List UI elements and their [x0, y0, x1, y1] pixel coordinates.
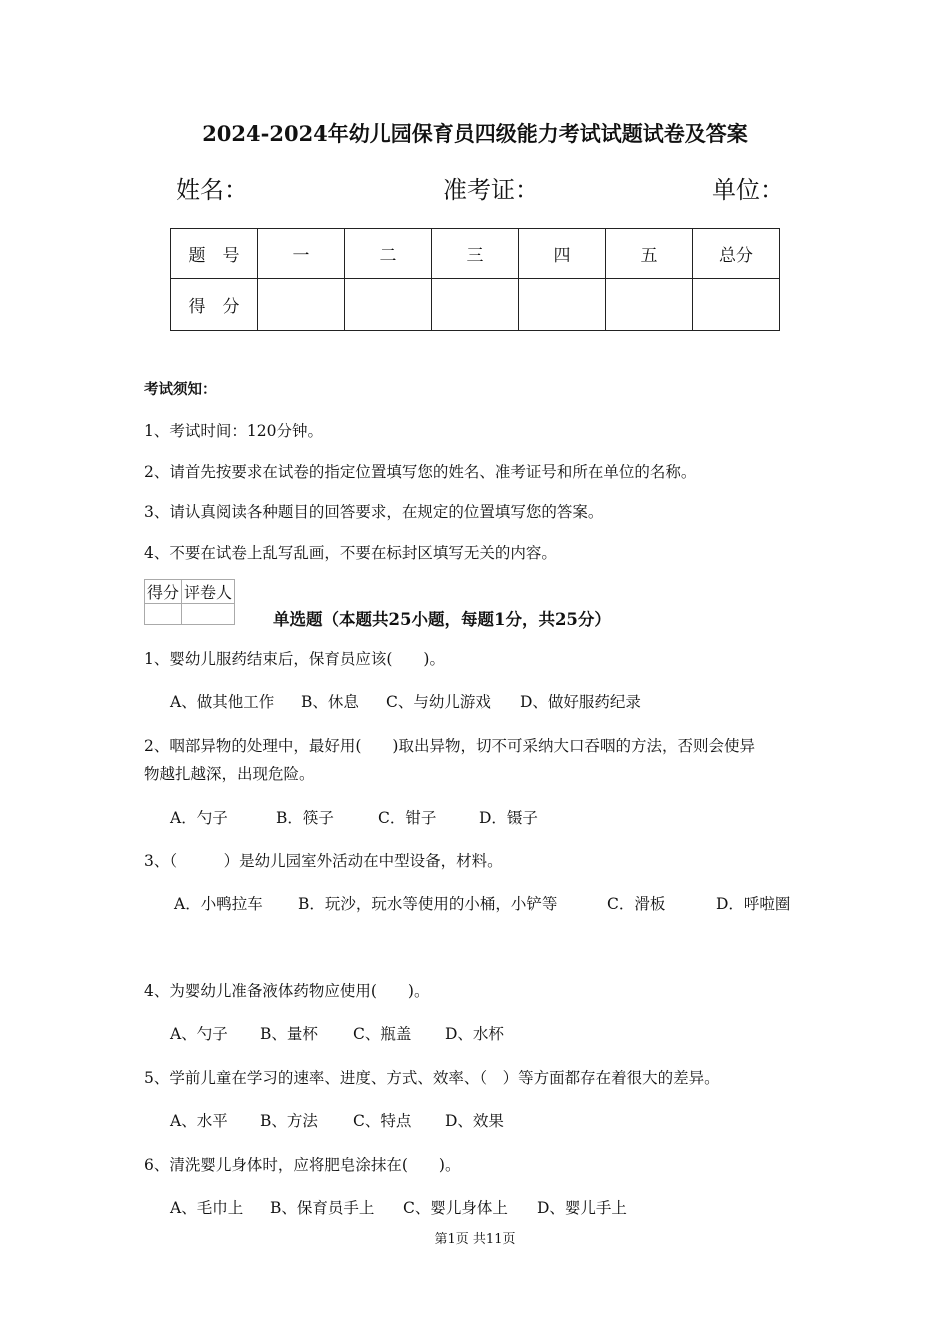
option: C、瓶盖 [353, 1025, 412, 1043]
score-table-col-3: 三 [432, 229, 519, 279]
score-table-col-total: 总分 [693, 229, 780, 279]
score-table-col-1: 一 [258, 229, 345, 279]
grader-box-cell [182, 604, 235, 625]
score-table-score-row [171, 279, 780, 331]
option: D、效果 [445, 1112, 504, 1130]
option: B、方法 [260, 1112, 318, 1130]
option: B、量杯 [260, 1025, 318, 1043]
notice-item: 2、请首先按要求在试卷的指定位置填写您的姓名、准考证号和所在单位的名称。 [144, 463, 697, 481]
option: A、毛巾上 [170, 1199, 244, 1217]
option: A、水平 [170, 1112, 228, 1130]
score-table-header-label: 题 号 [171, 229, 258, 279]
score-cell [606, 279, 693, 331]
option: C、特点 [353, 1112, 412, 1130]
grader-box [144, 579, 235, 625]
score-table-header-row [171, 229, 780, 279]
question-stem: 6、清洗婴儿身体时，应将肥皂涂抹在( )。 [144, 1156, 461, 1174]
score-cell [693, 279, 780, 331]
option: A、做其他工作 [170, 693, 275, 711]
name-field-label: 姓名： [176, 176, 248, 204]
score-table [170, 228, 780, 331]
option: A、勺子 [170, 1025, 228, 1043]
notice-heading: 考试须知： [144, 381, 217, 398]
option: C．滑板 [607, 895, 666, 913]
score-cell [258, 279, 345, 331]
option: B、休息 [301, 693, 359, 711]
score-table-score-label: 得 分 [171, 279, 258, 331]
question-stem: 4、为婴幼儿准备液体药物应使用( )。 [144, 982, 430, 1000]
document-title: 2024-2024年幼儿园保育员四级能力考试试题试卷及答案 [202, 121, 748, 146]
question-stem: 5、学前儿童在学习的速率、进度、方式、效率、（ ）等方面都存在着很大的差异。 [144, 1069, 720, 1087]
score-cell [345, 279, 432, 331]
option: D、做好服药纪录 [520, 693, 641, 711]
grader-box-score-label: 得分 [145, 580, 182, 604]
notice-item: 1、考试时间：120分钟。 [144, 422, 323, 440]
option: A．小鸭拉车 [174, 895, 263, 913]
score-table-col-2: 二 [345, 229, 432, 279]
grader-box-cell [145, 604, 182, 625]
question-stem-continued: 物越扎越深，出现危险。 [144, 765, 315, 783]
option: D．呼啦圈 [716, 895, 791, 913]
score-table-col-4: 四 [519, 229, 606, 279]
option: D．镊子 [479, 809, 538, 827]
section-title: 单选题（本题共25小题，每题1分，共25分） [273, 610, 611, 629]
option: B．玩沙，玩水等使用的小桶，小铲等 [298, 895, 558, 913]
score-cell [432, 279, 519, 331]
grader-box-grader-label: 评卷人 [182, 580, 235, 604]
notice-item: 4、不要在试卷上乱写乱画，不要在标封区填写无关的内容。 [144, 544, 557, 562]
score-table-col-5: 五 [606, 229, 693, 279]
option: C、与幼儿游戏 [386, 693, 491, 711]
option: C、婴儿身体上 [403, 1199, 508, 1217]
option: D、水杯 [445, 1025, 504, 1043]
unit-field-label: 单位： [712, 176, 784, 204]
page-footer: 第1页 共11页 [434, 1232, 516, 1247]
notice-item: 3、请认真阅读各种题目的回答要求，在规定的位置填写您的答案。 [144, 503, 604, 521]
score-cell [519, 279, 606, 331]
option: B．筷子 [276, 809, 334, 827]
option: D、婴儿手上 [537, 1199, 627, 1217]
question-stem: 2、咽部异物的处理中，最好用( )取出异物，切不可采纳大口吞咽的方法，否则会使异 [144, 737, 755, 755]
question-stem: 3、（ ）是幼儿园室外活动在中型设备，材料。 [144, 852, 503, 870]
option: A．勺子 [170, 809, 228, 827]
exam-id-field-label: 准考证： [443, 176, 539, 204]
question-stem: 1、婴幼儿服药结束后，保育员应该( )。 [144, 650, 445, 668]
option: C．钳子 [378, 809, 437, 827]
option: B、保育员手上 [270, 1199, 375, 1217]
